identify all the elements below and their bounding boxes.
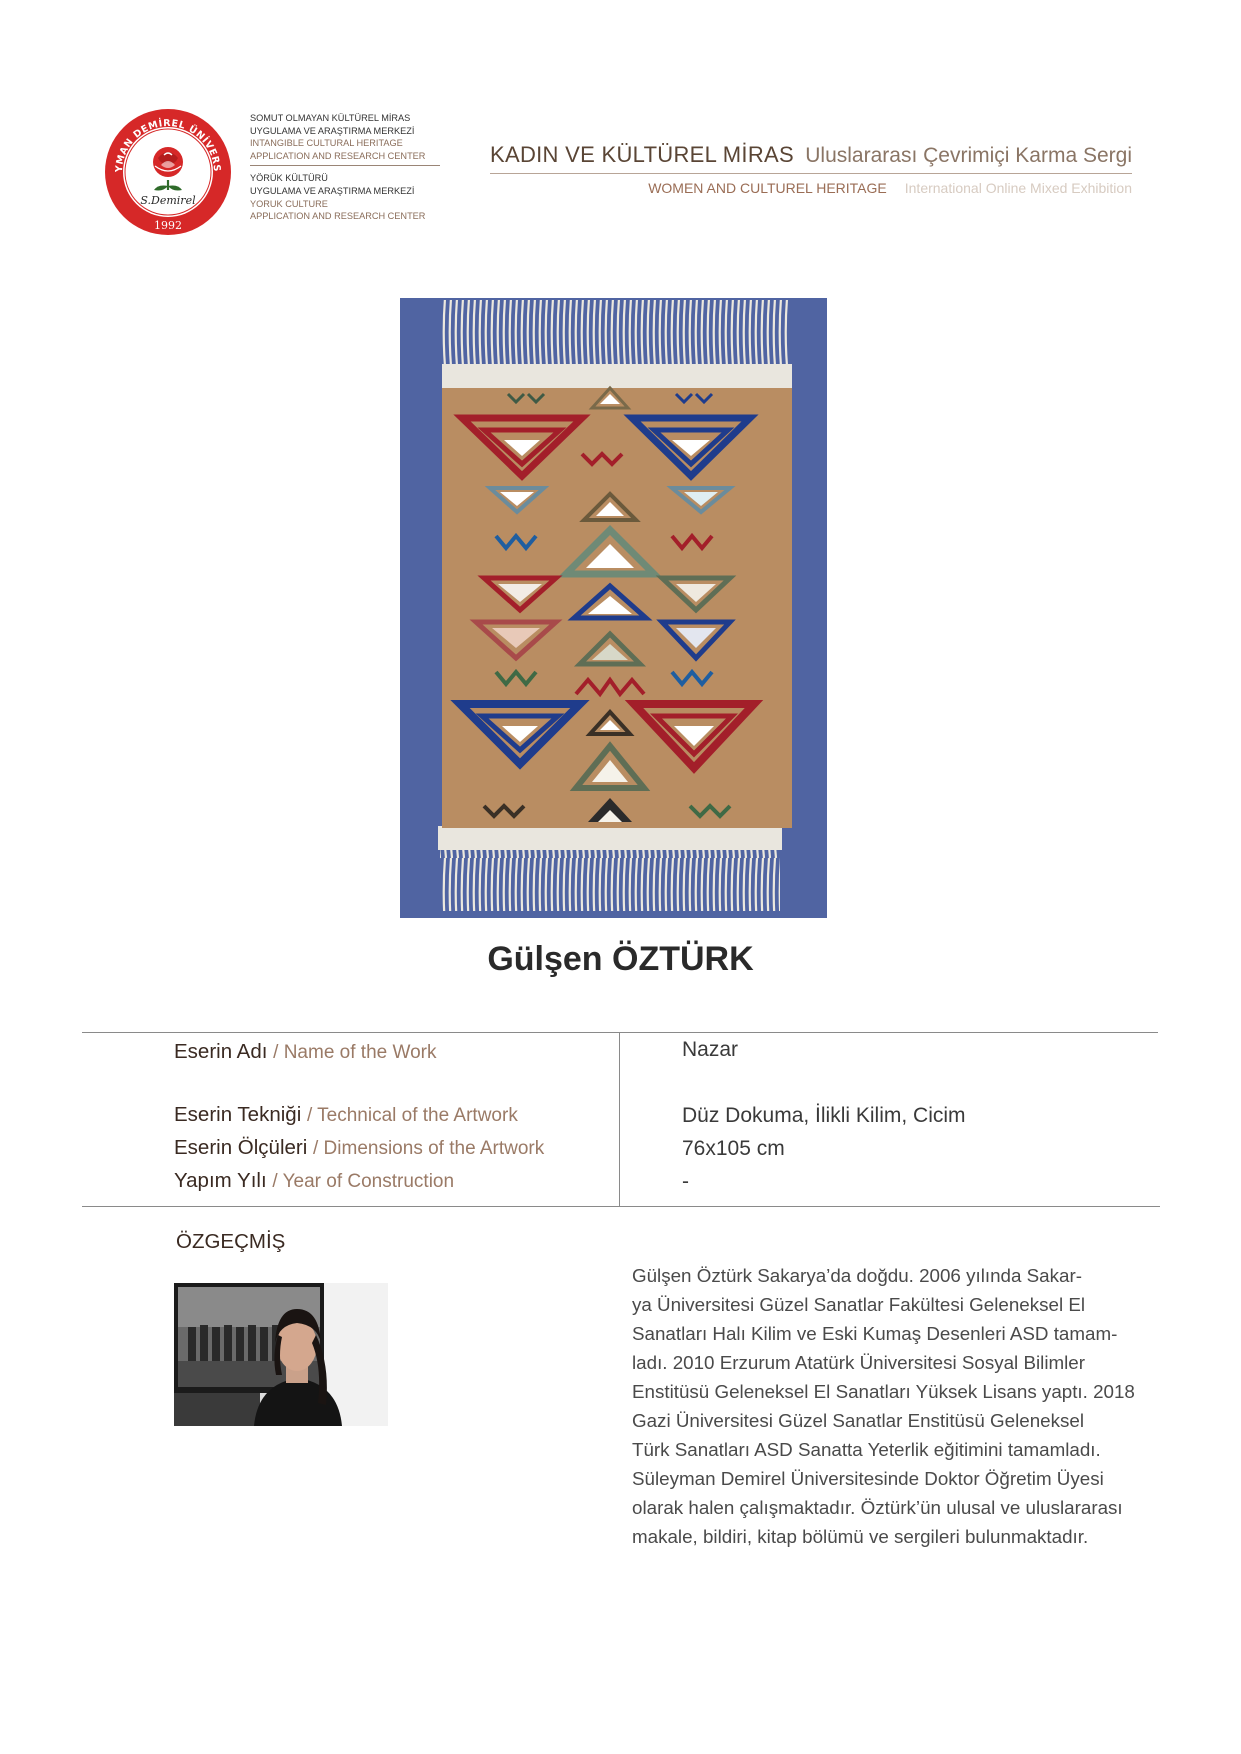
- logo-signature: S.Demirel: [140, 194, 196, 207]
- kilim-rug-photo: [400, 298, 827, 918]
- bio-line: Gazi Üniversitesi Güzel Sanatlar Enstitüsü Geleneksel: [632, 1410, 1084, 1431]
- bio-heading: ÖZGEÇMİŞ: [176, 1230, 286, 1253]
- year-label-tr: Yapım Yılı: [174, 1169, 267, 1192]
- logo-emblem: [104, 108, 232, 236]
- dimensions-label-en: / Dimensions of the Artwork: [313, 1138, 545, 1159]
- name-label-tr: Eserin Adı: [174, 1040, 268, 1063]
- dimensions-value: 76x105 cm: [682, 1137, 785, 1160]
- logo-year: 1992: [154, 219, 182, 232]
- research-center-names: [250, 112, 442, 223]
- bio-text: [632, 1261, 1152, 1551]
- center-line-en: APPLICATION AND RESEARCH CENTER: [250, 211, 426, 222]
- bio-line: ladı. 2010 Erzurum Atatürk Üniversitesi Sosyal Bilimler: [632, 1352, 1086, 1373]
- name-label: [174, 1040, 436, 1064]
- table-column-divider: [619, 1032, 620, 1207]
- bio-line: Enstitüsü Geleneksel El Sanatları Yüksek Lisans yaptı. 2018: [632, 1381, 1135, 1402]
- bio-line: ya Üniversitesi Güzel Sanatlar Fakültesi Geleneksel El: [632, 1294, 1086, 1315]
- artist-portrait-photo: [174, 1283, 388, 1426]
- subtitle-english-secondary: International Online Mixed Exhibition: [904, 180, 1132, 196]
- year-label: [174, 1169, 454, 1193]
- technique-value: Düz Dokuma, İlikli Kilim, Cicim: [682, 1104, 966, 1127]
- name-label-en: / Name of the Work: [273, 1042, 437, 1063]
- name-value: Nazar: [682, 1038, 739, 1061]
- center-line: YÖRÜK KÜLTÜRÜ: [250, 173, 328, 184]
- subtitle-english: WOMEN AND CULTUREL HERITAGE: [648, 180, 887, 196]
- center-line-en: INTANGIBLE CULTURAL HERITAGE: [250, 138, 403, 149]
- center-line-en: APPLICATION AND RESEARCH CENTER: [250, 150, 426, 161]
- dimensions-label: [174, 1136, 544, 1160]
- center-line: UYGULAMA VE ARAŞTIRMA MERKEZİ: [250, 185, 415, 196]
- bio-line: olarak halen çalışmaktadır. Öztürk’ün ulusal ve uluslararası: [632, 1497, 1123, 1518]
- bio-line: Sanatları Halı Kilim ve Eski Kumaş Desenleri ASD tamam-: [632, 1323, 1118, 1344]
- center-line-en: YORUK CULTURE: [250, 198, 328, 209]
- technique-label-tr: Eserin Tekniği: [174, 1103, 302, 1126]
- center-line: UYGULAMA VE ARAŞTIRMA MERKEZİ: [250, 125, 415, 136]
- bio-line: Gülşen Öztürk Sakarya’da doğdu. 2006 yılında Sakar-: [632, 1265, 1082, 1286]
- university-logo: [104, 108, 232, 236]
- center-divider: [250, 165, 440, 166]
- bio-line: makale, bildiri, kitap bölümü ve sergileri bulunmaktadır.: [632, 1526, 1089, 1547]
- table-bottom-rule: [82, 1206, 1160, 1207]
- title-main: KADIN VE KÜLTÜREL MİRAS: [490, 142, 794, 167]
- bio-line: Türk Sanatları ASD Sanatta Yeterlik eğitimini tamamladı.: [632, 1439, 1101, 1460]
- artist-name: Gülşen ÖZTÜRK: [487, 940, 754, 978]
- table-top-rule: [82, 1032, 1158, 1033]
- dimensions-label-tr: Eserin Ölçüleri: [174, 1136, 308, 1159]
- center-line: SOMUT OLMAYAN KÜLTÜREL MİRAS: [250, 113, 411, 123]
- year-label-en: / Year of Construction: [272, 1171, 455, 1192]
- logo-ring-text: YMAN DEMİREL ÜNİVERS: [113, 117, 223, 173]
- technique-label-en: / Technical of the Artwork: [306, 1105, 518, 1126]
- exhibition-title: [490, 142, 1132, 196]
- title-sub: Uluslararası Çevrimiçi Karma Sergi: [805, 144, 1132, 167]
- title-divider: [490, 173, 1132, 174]
- technique-label: [174, 1103, 518, 1127]
- bio-line: Süleyman Demirel Üniversitesinde Doktor Öğretim Üyesi: [632, 1468, 1104, 1489]
- year-value: -: [682, 1170, 689, 1193]
